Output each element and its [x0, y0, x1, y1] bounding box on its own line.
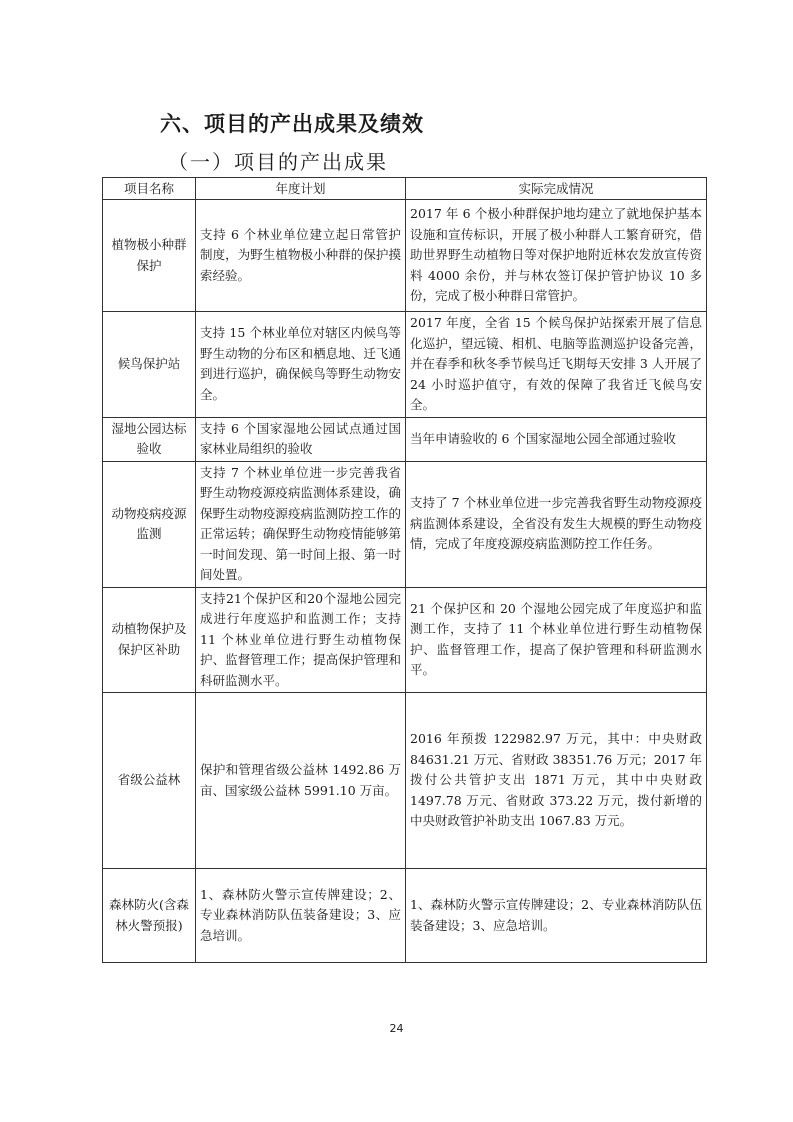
page-number: 24 [389, 1022, 404, 1035]
section-heading: 六、项目的产出成果及绩效 [160, 112, 424, 136]
annual-plan-cell: 1、森林防火警示宣传牌建设；2、专业森林消防队伍装备建设；3、应急培训。 [196, 869, 406, 963]
project-name-cell: 省级公益林 [103, 693, 196, 869]
actual-completion-cell: 当年申请验收的 6 个国家湿地公园全部通过验收 [406, 417, 707, 461]
project-name-cell: 动植物保护及保护区补助 [103, 587, 196, 693]
project-name-cell: 森林防火(含森林火警预报) [103, 869, 196, 963]
actual-completion-cell: 2017 年度，全省 15 个候鸟保护站探索开展了信息化巡护，望远镜、相机、电脑等监测巡护设备完善，并在春季和秋冬季节候鸟迁飞期每天安排 3 人开展了 24 小时巡护值守，有效的保障了我省迁飞候鸟安全。 [406, 312, 707, 418]
table-row [103, 587, 707, 693]
table-row [103, 312, 707, 418]
subsection-heading: （一）项目的产出成果 [168, 150, 388, 174]
header-annual-plan: 年度计划 [196, 178, 406, 200]
annual-plan-cell: 支持 6 个国家湿地公园试点通过国家林业局组织的验收 [196, 417, 406, 461]
project-name-cell: 湿地公园达标验收 [103, 417, 196, 461]
project-name-cell: 动物疫病疫源监测 [103, 461, 196, 587]
output-results-table [102, 177, 707, 963]
actual-completion-cell: 支持了 7 个林业单位进一步完善我省野生动物疫源疫病监测体系建设，全省没有发生大规模的野生动物疫情，完成了年度疫源疫病监测防控工作任务。 [406, 461, 707, 587]
project-name-cell: 候鸟保护站 [103, 312, 196, 418]
table-row [103, 869, 707, 963]
annual-plan-cell: 支持 7 个林业单位进一步完善我省野生动物疫源疫病监测体系建设，确保野生动物疫源疫病监测防控工作的正常运转；确保野生动物疫情能够第一时间发现、第一时间上报、第一时间处置。 [196, 461, 406, 587]
actual-completion-cell: 21 个保护区和 20 个湿地公园完成了年度巡护和监测工作，支持了 11 个林业单位进行野生动植物保护、监督管理工作，提高了保护管理和科研监测水平。 [406, 587, 707, 693]
actual-completion-cell: 1、森林防火警示宣传牌建设；2、专业森林消防队伍装备建设；3、应急培训。 [406, 869, 707, 963]
project-name-cell: 植物极小种群保护 [103, 200, 196, 312]
header-project-name: 项目名称 [103, 178, 196, 200]
table-row [103, 200, 707, 312]
annual-plan-cell: 保护和管理省级公益林 1492.86 万亩、国家级公益林 5991.10 万亩。 [196, 693, 406, 869]
table-header-row [103, 178, 707, 200]
table-row [103, 461, 707, 587]
table-row [103, 417, 707, 461]
header-actual-completion: 实际完成情况 [406, 178, 707, 200]
annual-plan-cell: 支持 6 个林业单位建立起日常管护制度，为野生植物极小种群的保护摸索经验。 [196, 200, 406, 312]
annual-plan-cell: 支持21个保护区和20个湿地公园完成进行年度巡护和监测工作；支持 11 个林业单位进行野生动植物保护、监督管理工作；提高保护管理和科研监测水平。 [196, 587, 406, 693]
actual-completion-cell: 2017 年 6 个极小种群保护地均建立了就地保护基本设施和宣传标识，开展了极小种群人工繁育研究，借助世界野生动植物日等对保护地附近林农发放宣传资料 4000 余份，并与林农签订保护管护协议 10 多份，完成了极小种群日常管护。 [406, 200, 707, 312]
annual-plan-cell: 支持 15 个林业单位对辖区内候鸟等野生动物的分布区和栖息地、迁飞通到进行巡护，确保候鸟等野生动物安全。 [196, 312, 406, 418]
actual-completion-cell: 2016 年预拨 122982.97 万元，其中：中央财政 84631.21 万元、省财政 38351.76 万元；2017 年拨付公共管护支出 1871 万元，其中中央财政 1497.78 万元、省财政 373.22 万元，拨付新增的中央财政管护补助支出 1067.83 万元。 [406, 693, 707, 869]
table-row [103, 693, 707, 869]
